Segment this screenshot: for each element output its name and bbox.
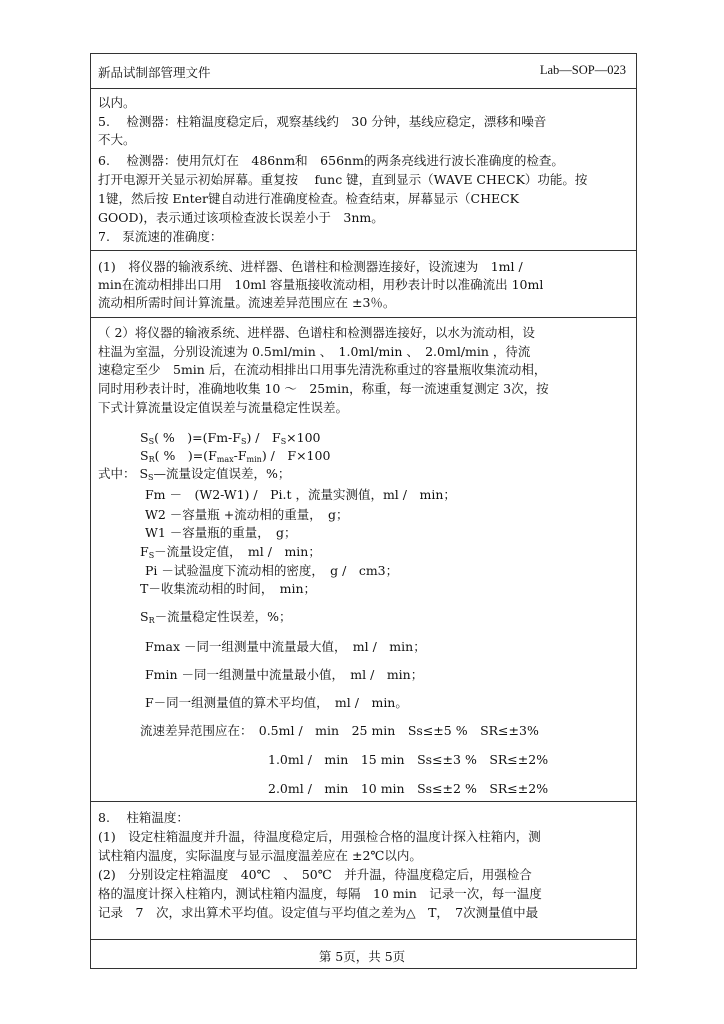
text-line: 6. 检测器：使用氘灯在 486nm和 656nm的两条亮线进行波长准确度的检查。 — [98, 153, 564, 168]
text-line: （ 2）将仪器的输液系统、进样器、色谱柱和检测器连接好，以水为流动相，设 — [98, 325, 535, 340]
text-line: 以内。 — [98, 95, 136, 110]
def-fmax: Fmax －同一组测量中流量最大值， ml / min； — [145, 639, 426, 654]
formula-sr: $S_R$( % )$=(F_{max}-F_{min})$ / F×100 — [140, 448, 331, 464]
def-pi: Pi －试验温度下流动相的密度， g / cm3； — [145, 563, 399, 578]
def-intro: 式中： $S_S—$流量设定值误差，%； — [98, 466, 291, 482]
section-divider — [90, 801, 637, 802]
text-line: 速稳定至少 5min 后，在流动相排出口用事先清洗称重过的容量瓶收集流动相， — [98, 362, 547, 377]
header-divider — [90, 88, 637, 89]
footer-divider — [90, 939, 637, 940]
def-fmin: Fmin －同一组测量中流量最小值， ml / min； — [145, 667, 424, 682]
range-row: 流速差异范围应在： 0.5ml / min 25 min Ss≤±5 % SR≤±3% — [140, 723, 539, 738]
formula-ss: $S_S$( % )$=(Fm-F_S)$ / $F_S\times 100$ — [140, 430, 321, 446]
text-line: 柱温为室温，分别设流速为 0.5ml/min 、 1.0ml/min 、 2.0ml/min ，待流 — [98, 344, 531, 359]
text-line: min在流动相排出口用 10ml 容量瓶接收流动相，用秒表计时以准确流出 10ml — [98, 277, 544, 292]
header-doc-id: Lab—SOP—023 — [539, 63, 626, 77]
range-row: 2.0ml / min 10 min Ss≤±2 % SR≤±2% — [268, 781, 549, 796]
text-line: (1) 将仪器的输液系统、进样器、色谱柱和检测器连接好，设流速为 1ml / — [98, 259, 523, 274]
text-line: GOOD)，表示通过该项检查波长误差小于 3nm。 — [98, 210, 384, 225]
text-line: 8. 柱箱温度： — [98, 810, 189, 825]
text-line: (2) 分别设定柱箱温度 40℃ 、 50℃ 并升温，待温度稳定后，用强检合 — [98, 867, 532, 882]
header-title: 新品试制部管理文件 — [98, 65, 211, 80]
text-line: 下式计算流量设定值误差与流量稳定性误差。 — [98, 400, 349, 415]
text-line: 流动相所需时间计算流量。流速差异范围应在 ±3％。 — [98, 295, 396, 310]
def-fm: Fm － (W2-W1) / Pi.t ，流量实测值，ml / min； — [145, 487, 456, 502]
def-w2: W2 －容量瓶 +流动相的重量， g； — [145, 507, 349, 522]
section-divider — [90, 250, 637, 251]
text-line: 试柱箱内温度，实际温度与显示温度温差应在 ±2℃以内。 — [98, 848, 422, 863]
def-fs: $F_S-$流量设定值， ml / min； — [140, 544, 321, 560]
def-t: T－收集流动相的时间， min； — [140, 581, 316, 596]
page-number: 第 5页，共 5页 — [318, 949, 406, 964]
def-w1: W1 －容量瓶的重量， g； — [145, 525, 297, 540]
range-row: 1.0ml / min 15 min Ss≤±3 % SR≤±2% — [268, 752, 549, 767]
text-line: (1) 设定柱箱温度并升温，待温度稳定后，用强检合格的温度计探入柱箱内，测 — [98, 829, 541, 844]
text-line: 打开电源开关显示初始屏幕。重复按 func 键，直到显示（WAVE CHECK）功能。按 — [98, 172, 588, 187]
text-line: 同时用秒表计时，准确地收集 10 ～ 25min，称重，每一流速重复测定 3次，按 — [98, 381, 549, 396]
text-line: 格的温度计探入柱箱内，测试柱箱内温度，每隔 10 min 记录一次，每一温度 — [98, 886, 542, 901]
def-sr: $S_R-$流量稳定性误差，%； — [140, 609, 292, 625]
section-divider — [90, 317, 637, 318]
def-f: F－同一组测量值的算术平均值， ml / min。 — [145, 695, 408, 710]
text-line: 记录 7 次，求出算术平均值。设定值与平均值之差为△ T， 7次测量值中最 — [98, 905, 539, 920]
text-line: 7. 泵流速的准确度： — [98, 229, 223, 244]
text-line: 5. 检测器：柱箱温度稳定后，观察基线约 30 分钟，基线应稳定，漂移和噪音 — [98, 114, 547, 129]
text-line: 1键，然后按 Enter键自动进行准确度检查。检查结束，屏幕显示（CHECK — [98, 191, 519, 206]
text-line: 不大。 — [98, 132, 136, 147]
